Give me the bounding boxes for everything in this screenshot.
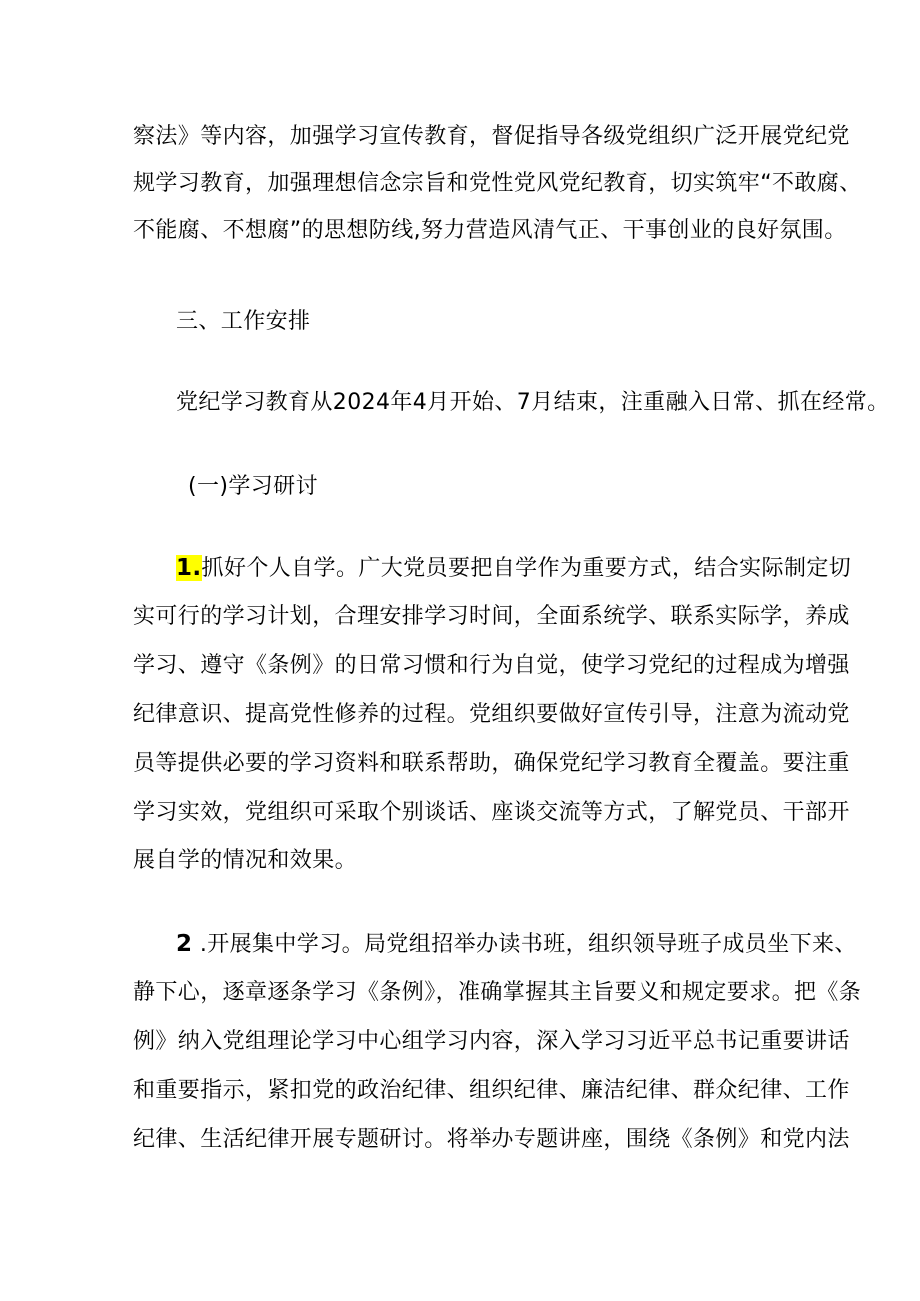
subsection-heading: (一)学习研讨 — [188, 474, 318, 499]
paragraph-line: 静下心，逐章逐条学习《条例》，准确掌握其主旨要义和规定要求。把《条 — [133, 980, 862, 1005]
item-number: 2 — [176, 931, 193, 957]
paragraph-line: 不能腐、不想腐”的思想防线,努力营造风清气正、干事创业的良好氛围。 — [133, 218, 847, 243]
paragraph-line: 展自学的情况和效果。 — [133, 848, 358, 873]
paragraph-line: 纪律、生活纪律开展专题研讨。将举办专题讲座，围绕《条例》和党内法 — [133, 1127, 850, 1152]
paragraph-line: 察法》等内容，加强学习宣传教育，督促指导各级党组织广泛开展党纪党 — [133, 124, 850, 149]
paragraph-line: 和重要指示，紧扣党的政治纪律、组织纪律、廉洁纪律、群众纪律、工作 — [133, 1078, 850, 1103]
paragraph-line: 党纪学习教育从2024年4月开始、7月结束，注重融入日常、抓在经常。 — [176, 390, 890, 415]
item-number-highlighted: 1. — [176, 555, 202, 581]
paragraph-line: 学习、遵守《条例》的日常习惯和行为自觉，使学习党纪的过程成为增强 — [133, 653, 850, 678]
list-item-first-line — [176, 553, 851, 584]
item-text: .开展集中学习。局党组招举办读书班，组织领导班子成员坐下来、 — [199, 932, 857, 957]
paragraph-line: 例》纳入党组理论学习中心组学习内容，深入学习习近平总书记重要讲话 — [133, 1029, 850, 1054]
section-heading: 三、工作安排 — [176, 309, 311, 334]
paragraph-line: 纪律意识、提高党性修养的过程。党组织要做好宣传引导，注意为流动党 — [133, 702, 850, 727]
list-item-first-line — [176, 929, 857, 960]
paragraph-line: 学习实效，党组织可采取个别谈话、座谈交流等方式，了解党员、干部开 — [133, 800, 850, 825]
paragraph-line: 实可行的学习计划，合理安排学习时间，全面系统学、联系实际学，养成 — [133, 604, 850, 629]
paragraph-line: 规学习教育，加强理想信念宗旨和党性党风党纪教育，切实筑牢“不敢腐、 — [133, 171, 862, 196]
paragraph-line: 员等提供必要的学习资料和联系帮助，确保党纪学习教育全覆盖。要注重 — [133, 751, 850, 776]
item-text: 抓好个人自学。广大党员要把自学作为重要方式，结合实际制定切 — [201, 556, 852, 581]
